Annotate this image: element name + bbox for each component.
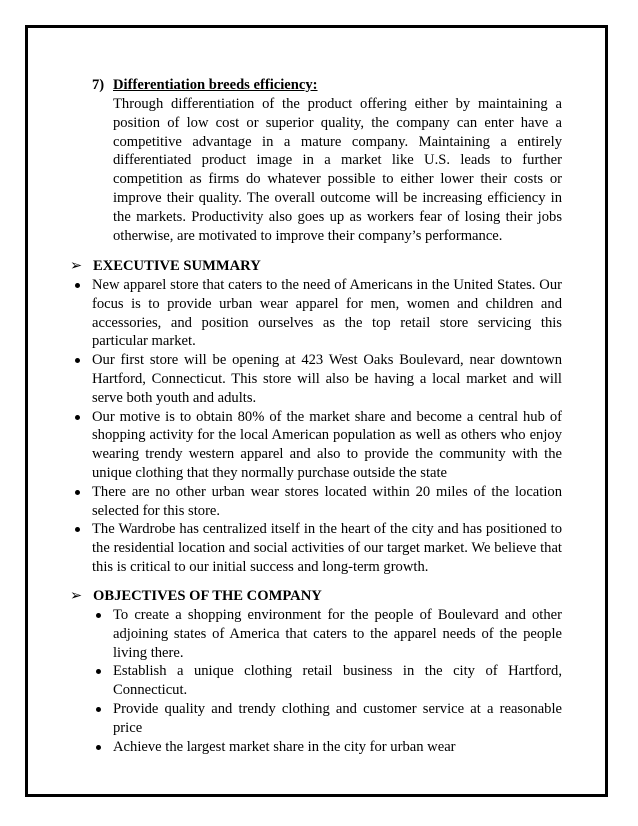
section-7-title: Differentiation breeds efficiency: bbox=[113, 77, 318, 93]
list-item bbox=[113, 606, 562, 662]
section-7-number: 7) bbox=[92, 77, 105, 93]
section-7-body: Through differentiation of the product offering either by maintaining a position of low cost or superior quality, the company can enter have a competitive advantage in a mature company. Maintaining a entirely differentiated product image in a market like U.S. leads to further competition as firms do whatever possible to either lower their costs or improve their quality. The overall outcome will be increasing efficiency in the markets. Productivity also goes up as workers fear of losing their jobs otherwise, are motivated to improve their company’s performance. bbox=[113, 96, 562, 244]
list-item bbox=[92, 351, 562, 407]
list-item bbox=[113, 700, 562, 738]
arrow-bullet-icon: ➢ bbox=[70, 588, 83, 604]
executive-summary-heading bbox=[70, 257, 570, 276]
bullet-dot-icon bbox=[75, 283, 80, 288]
bullet-dot-icon bbox=[75, 490, 80, 495]
list-item-text: Provide quality and trendy clothing and customer service at a reasonable price bbox=[113, 700, 562, 736]
list-item-text: New apparel store that caters to the need of Americans in the United States. Our focus is to provide urban wear apparel for men, women and children and accessories, and position ourselves as the top retail store servicing this particular market. bbox=[92, 277, 562, 350]
bullet-dot-icon bbox=[96, 613, 101, 618]
objectives-heading bbox=[70, 587, 570, 606]
list-item bbox=[113, 662, 562, 700]
list-item-text: The Wardrobe has centralized itself in the heart of the city and has positioned to the residential location and social activities of our target market. We believe that this is critical to our initial success and long-term growth. bbox=[92, 521, 562, 575]
bullet-dot-icon bbox=[96, 707, 101, 712]
executive-summary-title: EXECUTIVE SUMMARY bbox=[93, 258, 261, 274]
list-item-text: To create a shopping environment for the people of Boulevard and other adjoining states of America that caters to the apparel needs of the people living there. bbox=[113, 607, 562, 661]
arrow-bullet-icon: ➢ bbox=[70, 258, 83, 274]
list-item bbox=[92, 408, 562, 483]
executive-summary-list bbox=[92, 276, 562, 577]
list-item-text: Our first store will be opening at 423 West Oaks Boulevard, near downtown Hartford, Connecticut. This store will also be having a local market and will serve both youth and adults. bbox=[92, 352, 562, 406]
list-item bbox=[113, 738, 562, 757]
list-item bbox=[92, 276, 562, 351]
list-item-text: Achieve the largest market share in the city for urban wear bbox=[113, 738, 456, 755]
list-item-text: Our motive is to obtain 80% of the market share and become a central hub of shopping activity for the local American population as well as others who enjoy wearing trendy western apparel and also to provide the community with the unique clothing that they normally purchase outside the state bbox=[92, 408, 562, 481]
list-item bbox=[92, 520, 562, 576]
bullet-dot-icon bbox=[75, 415, 80, 420]
section-7-heading bbox=[92, 76, 572, 95]
objectives-list bbox=[113, 606, 562, 756]
list-item-text: There are no other urban wear stores located within 20 miles of the location selected for this store. bbox=[92, 483, 562, 519]
list-item-text: Establish a unique clothing retail business in the city of Hartford, Connecticut. bbox=[113, 663, 562, 699]
bullet-dot-icon bbox=[96, 745, 101, 750]
objectives-title: OBJECTIVES OF THE COMPANY bbox=[93, 588, 322, 604]
list-item bbox=[92, 483, 562, 521]
